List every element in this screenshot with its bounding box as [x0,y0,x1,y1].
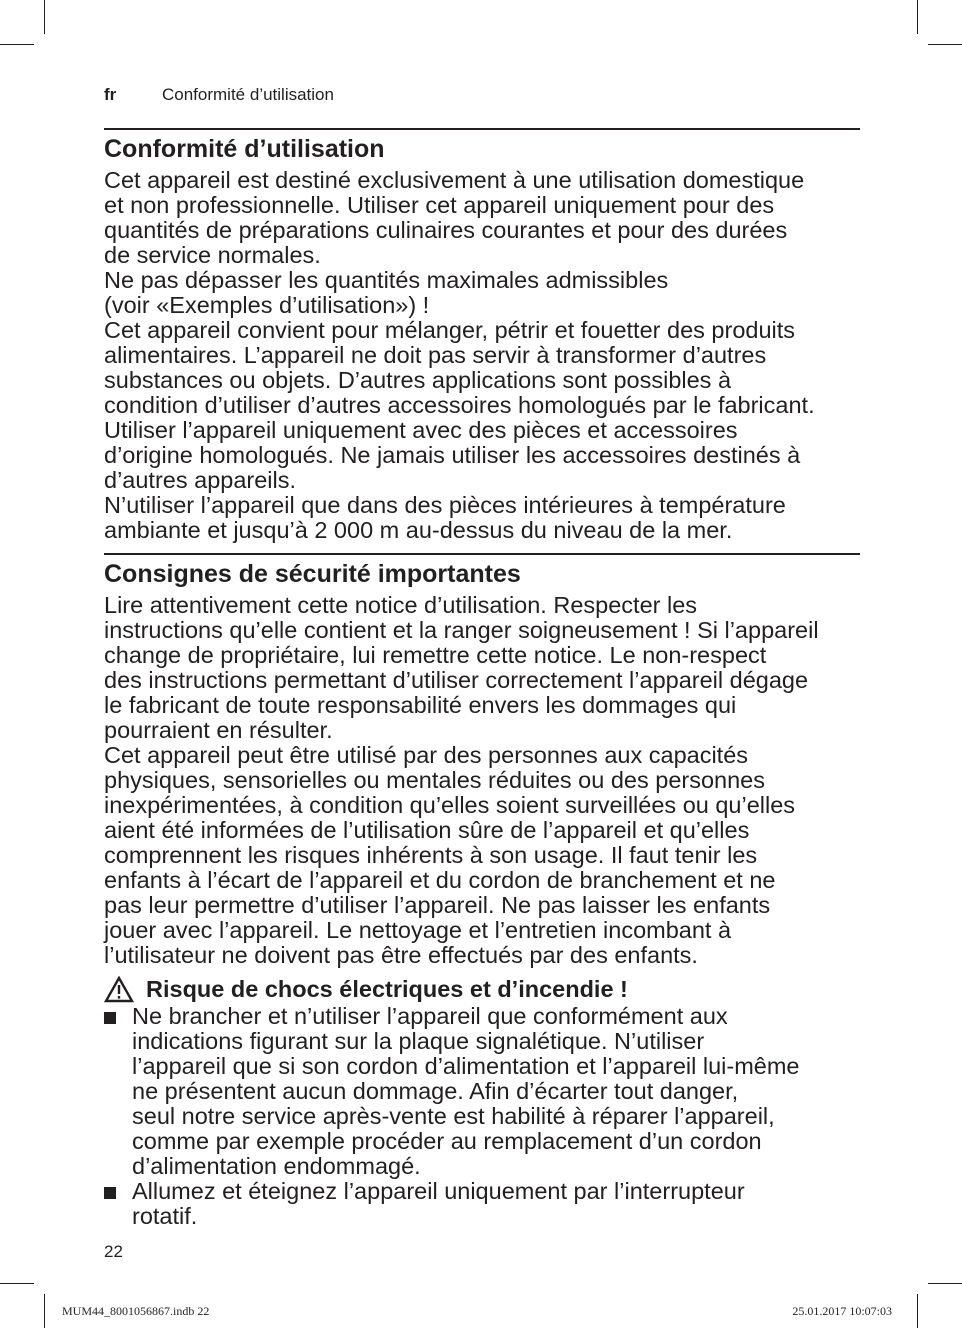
crop-mark [917,0,918,34]
footer-file: MUM44_8001056867.indb 22 [62,1304,210,1318]
crop-mark [0,44,34,45]
warning-list [104,1004,860,1229]
warning-heading [104,974,860,1004]
crop-mark [928,44,962,45]
safety-section [104,553,860,968]
page-content [104,128,860,1229]
square-bullet-icon [104,1012,116,1024]
square-bullet-icon [104,1187,116,1199]
usage-paragraph: Cet appareil est destiné exclusivement à une utilisation domestique et non professionnelle. Utiliser cet appareil uniquement pour des quantités de préparations culinaires courantes et pour des durées de service normales. Ne pas dépasser les quantités maximales admissibles (voir «Exemples d’utilisation») ! Cet appareil convient pour mélanger, pétrir et fouetter des produits alimentaires. L’appareil ne doit pas servir à transformer d’autres substances ou objets. D’autres applications sont possibles à condition d’utiliser d’autres accessoires homologués par le fabricant. Utiliser l’appareil uniquement avec des pièces et accessoires d’origine homologués. Ne jamais utiliser les accessoires destinés à d’autres appareils. N’utiliser l’appareil que dans des pièces intérieures à température ambiante et jusqu’à 2 000 m au-dessus du niveau de la mer. [104,167,815,543]
crop-mark [928,1283,962,1284]
list-item-text: Ne brancher et n’utiliser l’appareil que conformément aux indications figurant sur la plaque signalétique. N’utiliser l’appareil que si son cordon d’alimentation et l’appareil lui-même ne présentent aucun dommage. Afin d’écarter tout danger, seul notre service après-vente est habilité à réparer l’appareil, comme par exemple procéder au remplacement d’un cordon d’alimentation endommagé. [132,1003,800,1179]
section-title-usage: Conformité d’utilisation [104,135,385,163]
section-rule [104,128,860,130]
footer-timestamp: 25.01.2017 10:07:03 [792,1304,892,1318]
list-item-text: Allumez et éteignez l’appareil uniquement par l’interrupteur rotatif. [132,1178,745,1229]
list-item [104,1004,860,1179]
list-item [104,1179,860,1229]
crop-mark [0,1283,34,1284]
language-code: fr [104,85,117,104]
page-number: 22 [104,1242,123,1261]
section-title-safety: Consignes de sécurité importantes [104,560,521,588]
running-title: Conformité d’utilisation [162,85,334,104]
warning-title: Risque de chocs électriques et d’incendie ! [146,976,628,1002]
section-rule [104,553,860,555]
crop-mark [44,0,45,34]
crop-mark [44,1294,45,1328]
running-header [104,84,334,106]
warning-triangle-icon [104,976,134,1003]
crop-mark [917,1294,918,1328]
safety-paragraph: Lire attentivement cette notice d’utilisation. Respecter les instructions qu’elle contient et la ranger soigneusement ! Si l’appareil change de propriétaire, lui remettre cette notice. Le non-respect des instructions permettant d’utiliser correctement l’appareil dégage le fabricant de toute responsabilité envers les dommages qui pourraient en résulter. Cet appareil peut être utilisé par des personnes aux capacités physiques, sensorielles ou mentales réduites ou des personnes inexpérimentées, à condition qu’elles soient surveillées ou qu’elles aient été informées de l’utilisation sûre de l’appareil et qu’elles comprennent les risques inhérents à son usage. Il faut tenir les enfants à l’écart de l’appareil et du cordon de branchement et ne pas leur permettre d’utiliser l’appareil. Ne pas laisser les enfants jouer avec l’appareil. Le nettoyage et l’entretien incombant à l’utilisateur ne doivent pas être effectués par des enfants. [104,592,819,968]
